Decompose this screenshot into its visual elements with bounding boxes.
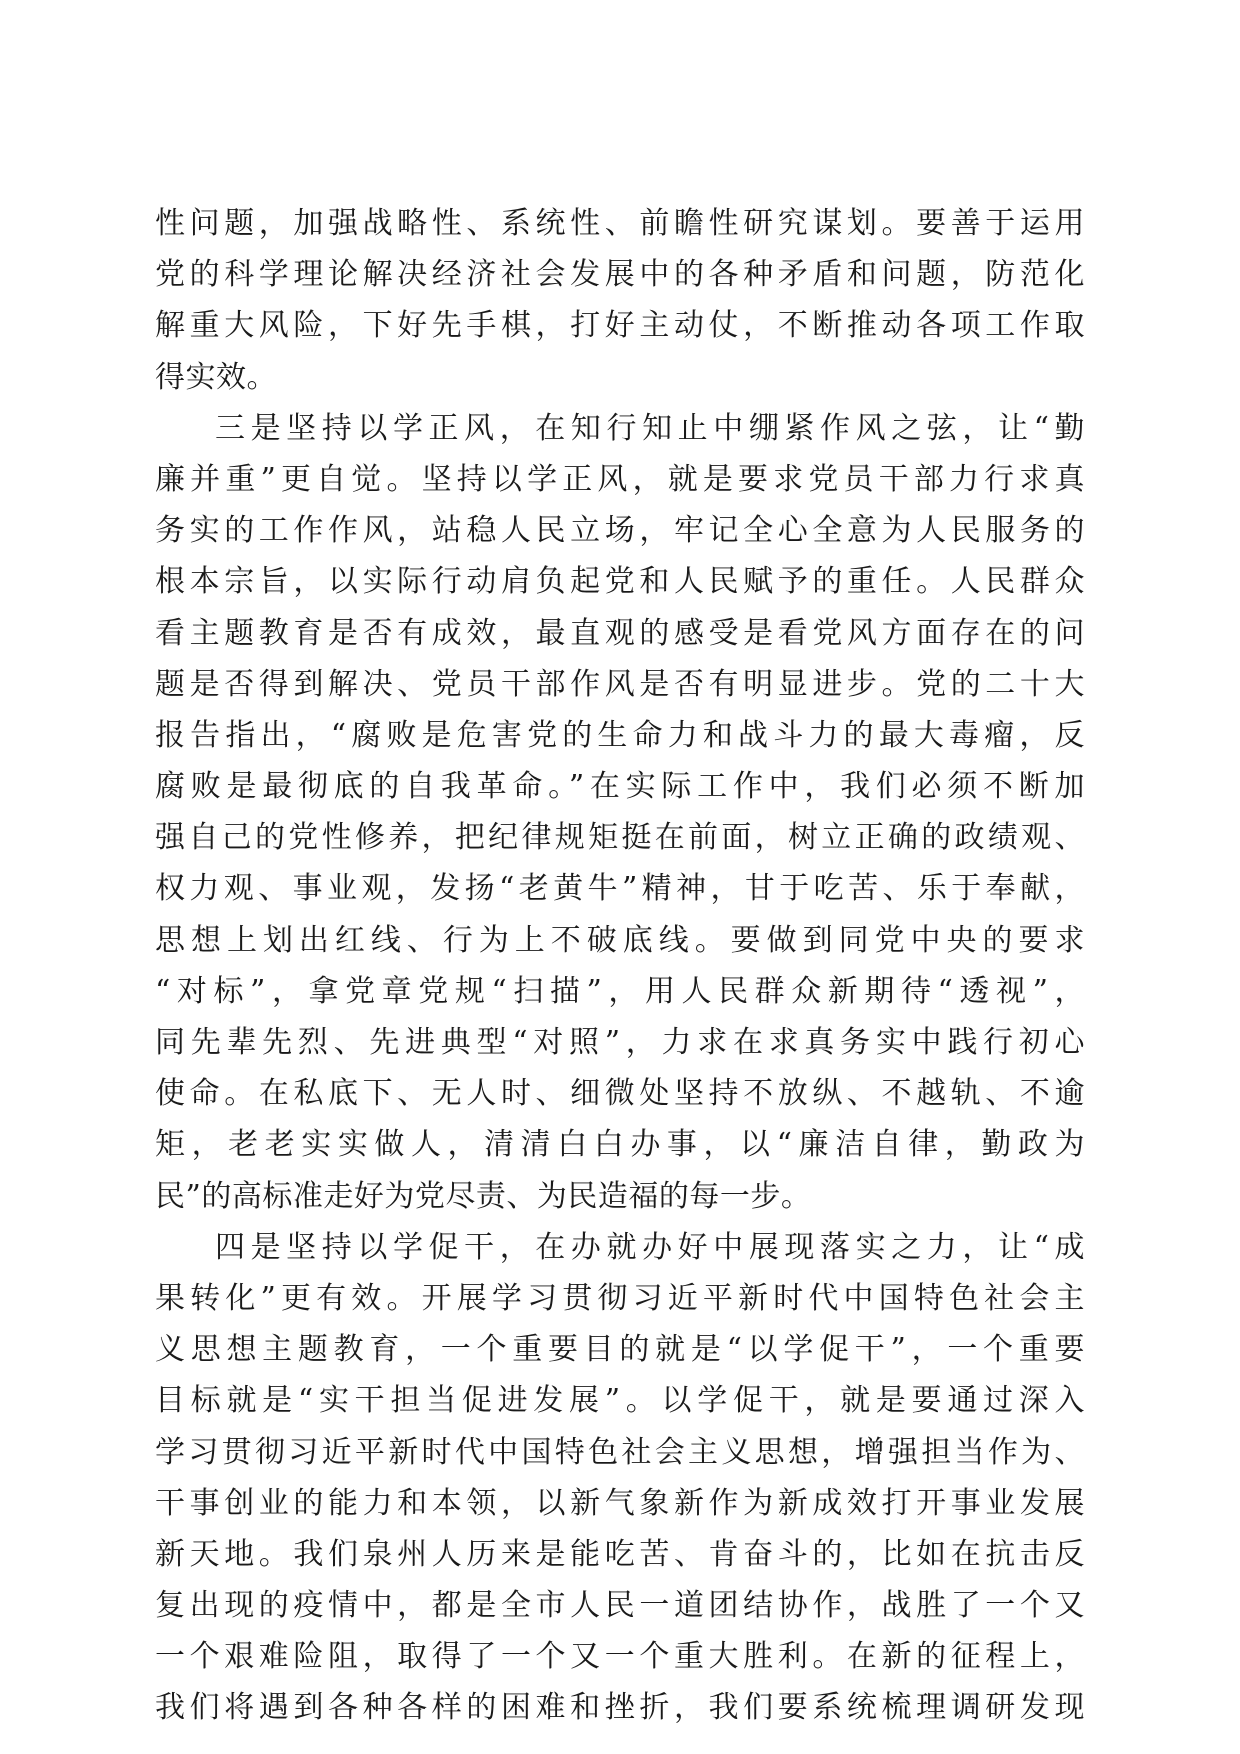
text-line: 强自己的党性修养，把纪律规矩挺在前面，树立正确的政绩观、 <box>155 820 1085 856</box>
text-line: 看主题教育是否有成效，最直观的感受是看党风方面存在的问 <box>155 615 1085 651</box>
text-line: 矩，老老实实做人，清清白白办事，以“廉洁自律，勤政为 <box>155 1127 1085 1163</box>
text-line: 新天地。我们泉州人历来是能吃苦、肯奋斗的，比如在抗击反 <box>155 1536 1085 1572</box>
text-line: 性问题，加强战略性、系统性、前瞻性研究谋划。要善于运用 <box>155 206 1085 241</box>
text-line: 学习贯彻习近平新时代中国特色社会主义思想，增强担当作为、 <box>155 1434 1085 1470</box>
paragraph-start-line: 四是坚持以学促干，在办就办好中展现落实之力，让“成 <box>215 1229 1085 1265</box>
text-line: 廉并重”更自觉。坚持以学正风，就是要求党员干部力行求真 <box>155 461 1085 497</box>
text-line: 根本宗旨，以实际行动肩负起党和人民赋予的重任。人民群众 <box>155 564 1085 600</box>
text-line: 思想上划出红线、行为上不破底线。要做到同党中央的要求 <box>155 922 1085 958</box>
text-line: 题是否得到解决、党员干部作风是否有明显进步。党的二十大 <box>155 666 1085 702</box>
text-line: 报告指出，“腐败是危害党的生命力和战斗力的最大毒瘤，反 <box>155 717 1085 753</box>
text-line: 一个艰难险阻，取得了一个又一个重大胜利。在新的征程上， <box>155 1639 1085 1675</box>
text-line: 同先辈先烈、先进典型“对照”，力求在求真务实中践行初心 <box>155 1025 1085 1060</box>
paragraph-start-line: 三是坚持以学正风，在知行知止中绷紧作风之弦，让“勤 <box>215 410 1085 446</box>
text-line: 我们将遇到各种各样的困难和挫折，我们要系统梳理调研发现 <box>155 1690 1085 1726</box>
text-line: 目标就是“实干担当促进发展”。以学促干，就是要通过深入 <box>155 1383 1085 1419</box>
text-line: 务实的工作作风，站稳人民立场，牢记全心全意为人民服务的 <box>155 513 1085 549</box>
text-line: 腐败是最彻底的自我革命。”在实际工作中，我们必须不断加 <box>155 769 1085 805</box>
text-line: “对标”，拿党章党规“扫描”，用人民群众新期待“透视”， <box>155 973 1085 1009</box>
text-line: 使命。在私底下、无人时、细微处坚持不放纵、不越轨、不逾 <box>155 1076 1085 1112</box>
text-line: 民”的高标准走好为党尽责、为民造福的每一步。 <box>155 1178 812 1214</box>
text-line: 权力观、事业观，发扬“老黄牛”精神，甘于吃苦、乐于奉献， <box>155 871 1085 907</box>
text-line: 得实效。 <box>155 359 277 395</box>
text-line: 解重大风险，下好先手棋，打好主动仗，不断推动各项工作取 <box>155 308 1085 344</box>
text-line: 义思想主题教育，一个重要目的就是“以学促干”，一个重要 <box>155 1332 1085 1368</box>
text-line: 干事创业的能力和本领，以新气象新作为新成效打开事业发展 <box>155 1485 1085 1521</box>
text-line: 果转化”更有效。开展学习贯彻习近平新时代中国特色社会主 <box>155 1280 1085 1316</box>
body-text <box>155 198 1085 1734</box>
text-line: 党的科学理论解决经济社会发展中的各种矛盾和问题，防范化 <box>155 257 1085 293</box>
text-line: 复出现的疫情中，都是全市人民一道团结协作，战胜了一个又 <box>155 1588 1085 1624</box>
